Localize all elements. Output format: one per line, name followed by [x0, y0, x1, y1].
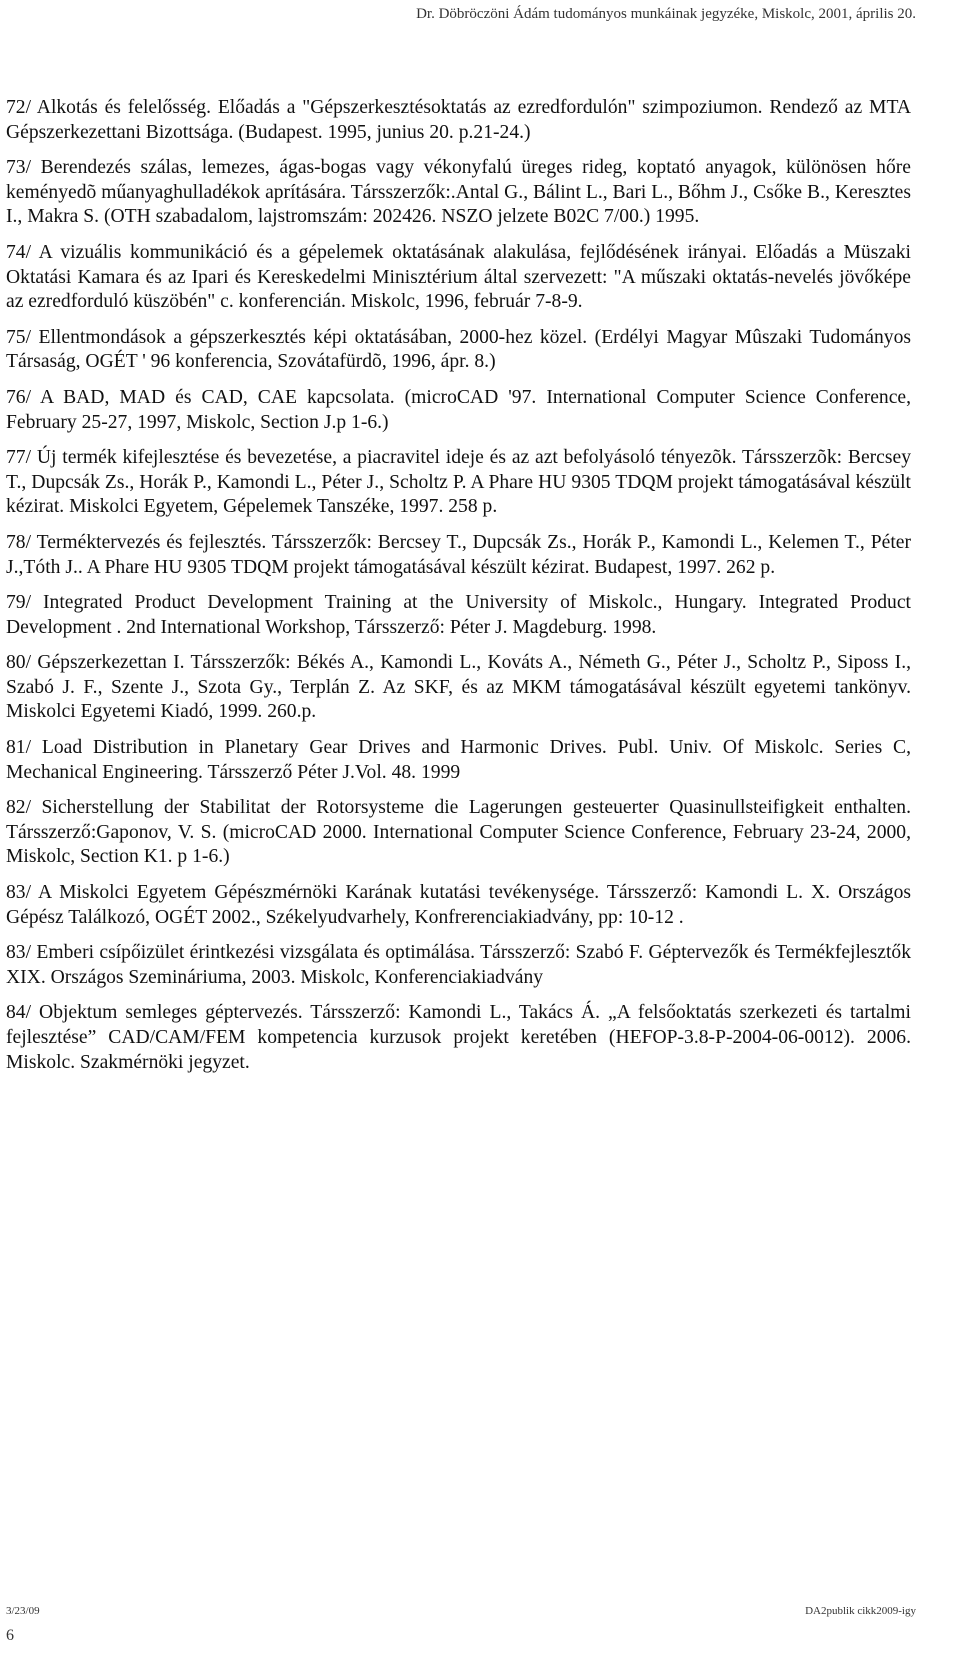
- publication-entry-83b: 83/ Emberi csípőizület érintkezési vizsgálata és optimálása. Társszerző: Szabó F. Géptervezők és Termékfejlesztők XIX. Országos Szemináriuma, 2003. Miskolc, Konferenciakiadvány: [6, 942, 911, 988]
- publication-entry-77: 77/ Új termék kifejlesztése és bevezetése, a piacravitel ideje és az azt befolyásoló tényezõk. Társszerzõk: Bercsey T., Dupcsák Zs., Horák P., Kamondi L., Péter J., Scholtz P. A Phare HU 9305 TDQM projekt támogatásával készült kézirat. Miskolci Egyetem, Gépelemek Tanszéke, 1997. 258 p.: [6, 447, 911, 518]
- publication-entry-83a: 83/ A Miskolci Egyetem Gépészmérnöki Karának kutatási tevékenysége. Társszerző: Kamondi L. X. Országos Gépész Találkozó, OGÉT 2002., Székelyudvarhely, Konfrerenciakiadvány, pp: 10-12 .: [6, 882, 911, 928]
- running-header: Dr. Döbröczöni Ádám tudományos munkáinak jegyzéke, Miskolc, 2001, április 20.: [416, 6, 916, 22]
- publication-entry-72: 72/ Alkotás és felelősség. Előadás a "Gépszerkesztésoktatás az ezredfordulón" szimpoziumon. Rendező az MTA Gépszerkezettani Bizottsága. (Budapest. 1995, junius 20. p.21-24.): [6, 97, 911, 143]
- publication-entry-74: 74/ A vizuális kommunikáció és a gépelemek oktatásának alakulása, fejlődésének irányai. Előadás a Müszaki Oktatási Kamara és az Ipari és Kereskedelmi Minisztérium által szervezett: "A műszaki oktatás-nevelés jövőképe az ezredforduló küszöbén" c. konferencián. Miskolc, 1996, február 7-8-9.: [6, 241, 911, 313]
- publication-entry-81: 81/ Load Distribution in Planetary Gear Drives and Harmonic Drives. Publ. Univ. Of Miskolc. Series C, Mechanical Engineering. Társszerző Péter J.Vol. 48. 1999: [6, 737, 911, 783]
- publication-entry-75: 75/ Ellentmondások a gépszerkesztés képi oktatásában, 2000-hez közel. (Erdélyi Magyar Mûszaki Tudományos Társaság, OGÉT ' 96 konferencia, Szovátafürdõ, 1996, ápr. 8.): [6, 326, 911, 373]
- publication-entry-79: 79/ Integrated Product Development Training at the University of Miskolc., Hungary. Integrated Product Development . 2nd International Workshop, Társszerző: Péter J. Magdeburg. 1998.: [6, 592, 911, 638]
- publication-entry-76: 76/ A BAD, MAD és CAD, CAE kapcsolata. (microCAD '97. International Computer Science Conference, February 25-27, 1997, Miskolc, Section J.p 1-6.): [6, 386, 911, 433]
- publication-entry-73: 73/ Berendezés szálas, lemezes, ágas-bogas vagy vékonyfalú üreges rideg, koptató anyagok, különösen hőre keményedõ műanyaghulladékok aprítására. Társszerzők:.Antal G., Bálint L., Bari L., Bőhm J., Csőke B., Keresztes I., Makra S. (OTH szabadalom, lajstromszám: 202426. NSZO jelzete B02C 7/00.) 1995.: [6, 157, 911, 228]
- publication-entry-78: 78/ Terméktervezés és fejlesztés. Társszerzők: Bercsey T., Dupcsák Zs., Horák P., Kamondi L., Kelemen T., Péter J.,Tóth J.. A Phare HU 9305 TDQM projekt támogatásával készült kézirat. Budapest, 1997. 262 p.: [6, 531, 911, 578]
- footer-date: 3/23/09: [6, 1605, 40, 1617]
- page-number: 6: [6, 1627, 14, 1644]
- publication-entry-82: 82/ Sicherstellung der Stabilitat der Rotorsysteme die Lagerungen gesteuerter Quasinullsteifigkeit enthalten. Társszerző:Gaponov, V. S. (microCAD 2000. International Computer Science Conference, February 23-24, 2000, Miskolc, Section K1. p 1-6.): [6, 797, 911, 868]
- publication-entry-80: 80/ Gépszerkezettan I. Társszerzők: Békés A., Kamondi L., Kováts A., Németh G., Péter J., Scholtz P., Siposs I., Szabó J. F., Szente J., Szota Gy., Terplán Z. Az SKF, és az MKM támogatásával készült egyetemi tankönyv. Miskolci Egyetemi Kiadó, 1999. 260.p.: [6, 652, 911, 723]
- publication-entry-84: 84/ Objektum semleges géptervezés. Társszerző: Kamondi L., Takács Á. „A felsőoktatás szerkezeti és tartalmi fejlesztése” CAD/CAM/FEM kompetencia kurzusok projekt keretében (HEFOP-3.8-P-2004-06-0012). 2006. Miskolc. Szakmérnöki jegyzet.: [6, 1002, 911, 1073]
- publication-list: [6, 96, 911, 1086]
- footer-filename: DA2publik cikk2009-igy: [805, 1605, 916, 1617]
